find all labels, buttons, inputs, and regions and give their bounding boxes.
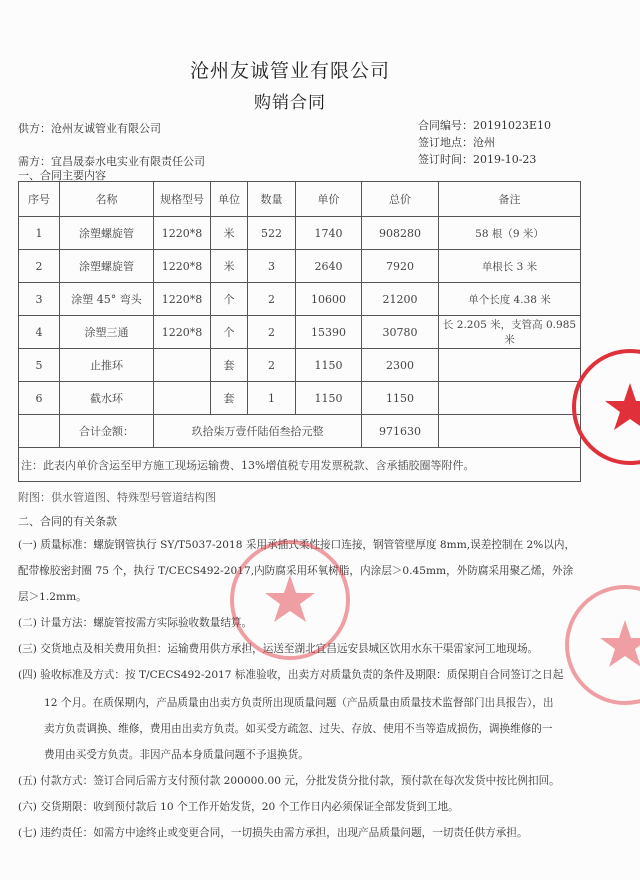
table-cell: 米: [211, 250, 248, 283]
table-cell: 止推环: [60, 349, 154, 382]
table-note: 注：此表内单价含运至甲方施工现场运输费、13%增值税专用发票税款、含承插胶圈等附件。: [19, 448, 581, 482]
table-cell: 个: [211, 283, 248, 316]
table-row: [19, 283, 581, 316]
table-cell: 6: [19, 382, 60, 415]
table-row: [19, 349, 581, 382]
total-label: 合计金额：: [60, 415, 154, 448]
table-cell: 个: [211, 316, 248, 349]
clause-line: (五) 付款方式：签订合同后需方支付预付款 200000.00 元，分批发货分批付款，预付款在每次发货中按比例扣回。: [18, 775, 560, 787]
header-cell: 名称: [60, 182, 154, 217]
table-cell: 908280: [362, 217, 439, 250]
supplier-contract-stamp: [560, 580, 640, 710]
table-cell: 2640: [296, 250, 362, 283]
table-cell: 3: [19, 283, 60, 316]
table-cell: 1: [19, 217, 60, 250]
table-cell: 套: [211, 382, 248, 415]
attachment-note: 附图：供水管道图、特殊型号管道结构图: [18, 491, 216, 504]
clause-line: 层＞1.2mm。: [18, 591, 87, 603]
clause-line: (七) 违约责任：如需方中途终止或变更合同，一切损失由需方承担，出现产品质量问题，一切责任供方承担。: [18, 827, 528, 839]
section-heading: 一、合同主要内容: [18, 169, 106, 182]
supplier-stamp: [225, 535, 355, 665]
header-cell: 单位: [211, 182, 248, 217]
table-cell: 4: [19, 316, 60, 349]
table-cell: 15390: [296, 316, 362, 349]
table-cell: 单个长度 4.38 米: [439, 283, 581, 316]
table-cell: 2300: [362, 349, 439, 382]
header-cell: 总价: [362, 182, 439, 217]
table-cell: 10600: [296, 283, 362, 316]
header-cell: 规格型号: [154, 182, 211, 217]
table-cell: 1150: [362, 382, 439, 415]
table-cell: 5: [19, 349, 60, 382]
table-cell: 1: [248, 382, 296, 415]
header-cell: 序号: [19, 182, 60, 217]
total-in-words: 玖拾柒万壹仟陆佰叁拾元整: [154, 415, 362, 448]
table-cell: 涂塑螺旋管: [60, 250, 154, 283]
table-cell: 7920: [362, 250, 439, 283]
total-row: [19, 415, 581, 448]
sign-date: 签订时间：2019-10-23: [418, 153, 537, 166]
table-row: [19, 316, 581, 349]
table-cell: 522: [248, 217, 296, 250]
document-title: 购销合同: [254, 93, 326, 113]
table-cell: 1220*8: [154, 217, 211, 250]
table-cell: [154, 349, 211, 382]
table-cell: 2: [19, 250, 60, 283]
table-cell: 2: [248, 283, 296, 316]
clause-line: (三) 交货地点及相关费用负担：运输费用供方承担，运送至湖北宜昌远安县城区饮用水东干渠雷家河工地现场。: [18, 643, 539, 655]
table-cell: 1150: [296, 382, 362, 415]
clause-line: (四) 验收标准及方式：按 T/CECS492-2017 标准验收，出卖方对质量负责的条件及期限：质保期自合同签订之日起: [18, 669, 564, 681]
company-title: 沧州友诚管业有限公司: [189, 60, 390, 82]
table-cell: 单根长 3 米: [439, 250, 581, 283]
table-cell: 3: [248, 250, 296, 283]
buyer: 需方：宜昌晟泰水电实业有限责任公司: [18, 155, 205, 168]
table-cell: 涂塑螺旋管: [60, 217, 154, 250]
table-cell: 30780: [362, 316, 439, 349]
table-row: [19, 382, 581, 415]
table-cell: 58 根（9 米）: [439, 217, 581, 250]
table-cell: 21200: [362, 283, 439, 316]
table-cell: 1740: [296, 217, 362, 250]
header-cell: 数量: [248, 182, 296, 217]
section-heading-2: 二、合同的有关条款: [18, 515, 117, 528]
table-cell: [154, 382, 211, 415]
table-cell: 米: [211, 217, 248, 250]
clause-line: (一) 质量标准：螺旋钢管执行 SY/T5037-2018 采用承插式柔性接口连接，钢管管壁厚度 8mm,误差控制在 2%以内，: [18, 539, 576, 551]
table-cell: 1150: [296, 349, 362, 382]
table-cell: 1220*8: [154, 250, 211, 283]
table-cell: 2: [248, 316, 296, 349]
table-cell: 涂塑三通: [60, 316, 154, 349]
clause-line: 费用由买受方负责。非因产品本身质量问题不予退换货。: [44, 749, 309, 761]
table-row: [19, 217, 581, 250]
clause-line: 配带橡胶密封圈 75 个，执行 T/CECS492-2017,内防腐采用环氧树脂，内涂层＞0.45mm，外防腐采用聚乙烯，外涂: [18, 565, 574, 577]
contract-number: 合同编号：20191023E10: [418, 119, 552, 132]
table-header-row: [19, 182, 581, 217]
clause-line: 12 个月。在质保期内，产品质量由出卖方负责所出现质量问题（产品质量由质量技术监督部门出具报告），出: [44, 697, 554, 709]
items-table: [18, 181, 581, 482]
clause-line: (二) 计量方法：螺旋管按需方实际验收数量结算。: [18, 617, 253, 629]
header-cell: 单价: [296, 182, 362, 217]
buyer-contract-stamp: [560, 345, 640, 475]
sign-place: 签订地点：沧州: [418, 136, 495, 149]
table-cell: 2: [248, 349, 296, 382]
table-cell: 1220*8: [154, 316, 211, 349]
supplier: 供方：沧州友诚管业有限公司: [18, 122, 161, 135]
table-cell: 长 2.205 米，支管高 0.985 米: [439, 316, 581, 349]
table-cell: 1220*8: [154, 283, 211, 316]
note-row: [19, 448, 581, 482]
header-cell: 备注: [439, 182, 581, 217]
table-cell: 套: [211, 349, 248, 382]
clause-line: (六) 交货期限：收到预付款后 10 个工作开始发货，20 个工作日内必须保证全部发货到工地。: [18, 801, 459, 813]
table-cell: 截水环: [60, 382, 154, 415]
table-row: [19, 250, 581, 283]
clause-line: 卖方负责调换、维修，费用由出卖方负责。如买受方疏忽、过失、存放、使用不当等造成损伤，调换维修的一: [44, 723, 553, 735]
table-cell: 涂塑 45° 弯头: [60, 283, 154, 316]
total-amount: 971630: [362, 415, 439, 448]
